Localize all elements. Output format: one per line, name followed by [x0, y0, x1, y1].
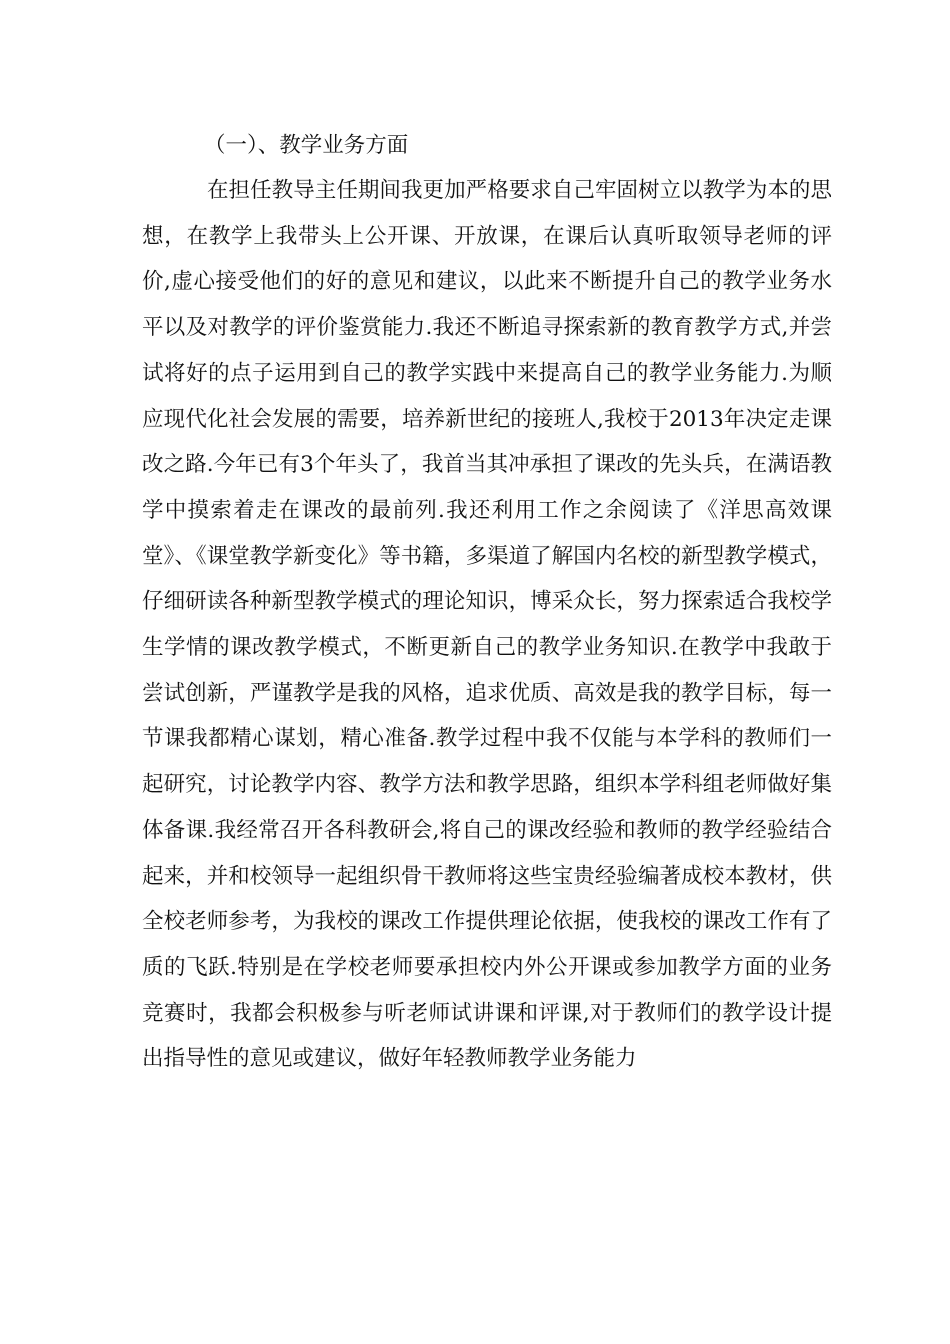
document-body: [142, 124, 832, 1082]
section-heading: （一）、教学业务方面: [204, 133, 409, 158]
body-paragraph: 在担任教导主任期间我更加严格要求自己牢固树立以教学为本的思想，在教学上我带头上公开课、开放课，在课后认真听取领导老师的评价,虚心接受他们的好的意见和建议，以此来不断提升自己的教学业务水平以及对教学的评价鉴赏能力.我还不断追寻探索新的教育教学方式,并尝试将好的点子运用到自己的教学实践中来提高自己的教学业务能力.为顺应现代化社会发展的需要，培养新世纪的接班人,我校于2013年决定走课改之路.今年已有3个年头了，我首当其冲承担了课改的先头兵，在满语教学中摸索着走在课改的最前列.我还利用工作之余阅读了《洋思高效课堂》、《课堂教学新变化》等书籍，多渠道了解国内名校的新型教学模式，仔细研读各种新型教学模式的理论知识，博采众长，努力探索适合我校学生学情的课改教学模式，不断更新自己的教学业务知识.在教学中我敢于尝试创新，严谨教学是我的风格，追求优质、高效是我的教学目标，每一节课我都精心谋划，精心准备.教学过程中我不仅能与本学科的教师们一起研究，讨论教学内容、教学方法和教学思路，组织本学科组老师做好集体备课.我经常召开各科教研会,将自己的课改经验和教师的教学经验结合起来，并和校领导一起组织骨干教师将这些宝贵经验编著成校本教材，供全校老师参考，为我校的课改工作提供理论依据，使我校的课改工作有了质的飞跃.特别是在学校老师要承担校内外公开课或参加教学方面的业务竞赛时，我都会积极参与听老师试讲课和评课,对于教师们的教学设计提出指导性的意见或建议，做好年轻教师教学业务能力: [142, 178, 832, 1072]
